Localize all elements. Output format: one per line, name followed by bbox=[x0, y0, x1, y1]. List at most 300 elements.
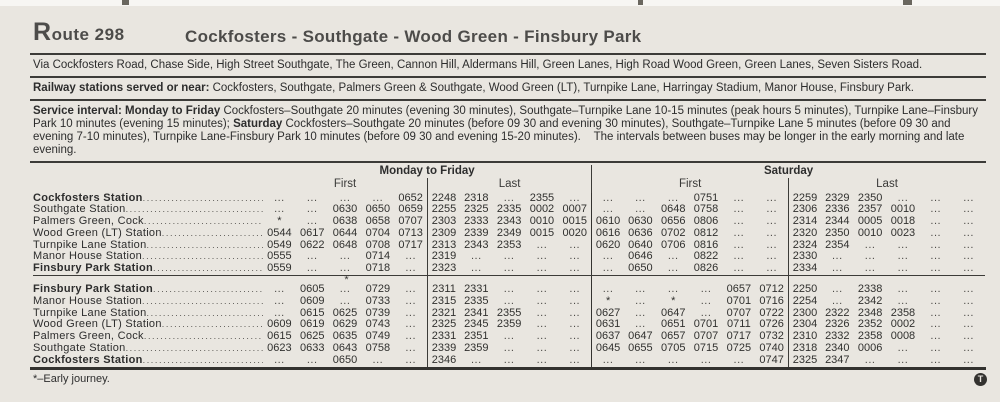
empty-time-cell: ... bbox=[733, 215, 745, 228]
empty-time-cell: ... bbox=[963, 238, 974, 251]
empty-time-cell: ... bbox=[306, 191, 318, 204]
empty-time-cell: ... bbox=[930, 262, 942, 275]
time-cell: 0605 bbox=[299, 283, 325, 296]
empty-time-cell: ... bbox=[733, 353, 745, 366]
empty-time-cell: ... bbox=[591, 251, 624, 263]
time-cell: 0609 bbox=[299, 294, 325, 307]
time-cell: 0722 bbox=[759, 306, 784, 319]
empty-time-cell: ... bbox=[372, 353, 384, 366]
time-cell: 2351 bbox=[464, 330, 489, 343]
route-number: Route 298 bbox=[33, 18, 125, 46]
empty-time-cell: ... bbox=[733, 203, 745, 216]
time-cell: 0651 bbox=[660, 318, 686, 331]
time-cell: 0636 bbox=[628, 226, 653, 239]
station-cell bbox=[33, 228, 263, 240]
empty-time-cell: ... bbox=[930, 215, 942, 228]
time-cell: 0652 bbox=[398, 191, 423, 204]
empty-time-cell: ... bbox=[536, 330, 548, 343]
time-cell: 2310 bbox=[788, 331, 821, 343]
empty-time-cell: ... bbox=[274, 203, 285, 216]
time-cell: 0549 bbox=[267, 238, 292, 251]
dotted-leader bbox=[144, 216, 263, 228]
empty-time-cell: ... bbox=[536, 262, 548, 275]
empty-time-cell: ... bbox=[405, 262, 416, 275]
time-cell: 0704 bbox=[365, 226, 391, 239]
empty-time-cell: ... bbox=[339, 262, 351, 275]
return-block bbox=[33, 284, 985, 367]
time-cell: 2339 bbox=[464, 226, 489, 239]
time-cell: 2332 bbox=[825, 330, 850, 343]
time-cell: 0714 bbox=[365, 250, 391, 263]
empty-time-cell: ... bbox=[667, 283, 679, 296]
empty-time-cell: ... bbox=[930, 318, 942, 331]
time-cell: 0657 bbox=[726, 283, 752, 296]
time-cell: 0717 bbox=[726, 330, 752, 343]
empty-time-cell: ... bbox=[700, 353, 712, 366]
empty-time-cell: ... bbox=[700, 306, 712, 319]
empty-time-cell: ... bbox=[733, 238, 745, 251]
empty-time-cell: ... bbox=[930, 191, 942, 204]
time-cell: 2335 bbox=[464, 294, 489, 307]
empty-time-cell: ... bbox=[831, 294, 843, 307]
station-cell bbox=[33, 296, 263, 308]
header-spacer bbox=[33, 165, 263, 178]
saturday-first-header: First bbox=[591, 178, 788, 193]
time-cell: 0715 bbox=[693, 342, 719, 355]
empty-time-cell: ... bbox=[306, 203, 318, 216]
station-cell bbox=[33, 308, 263, 320]
empty-time-cell: ... bbox=[591, 263, 624, 275]
time-cell: 0658 bbox=[365, 215, 391, 228]
time-cell: 2314 bbox=[788, 216, 821, 228]
empty-time-cell: ... bbox=[930, 330, 942, 343]
time-cell: 0822 bbox=[693, 250, 719, 263]
time-cell: 0647 bbox=[660, 306, 686, 319]
empty-time-cell: ... bbox=[503, 283, 515, 296]
time-cell: 2359 bbox=[464, 342, 489, 355]
page-title: Cockfosters - Southgate - Wood Green - Finsbury Park bbox=[185, 27, 642, 46]
empty-time-cell: ... bbox=[536, 342, 548, 355]
railway-paragraph bbox=[0, 78, 1000, 99]
empty-time-cell: ... bbox=[339, 191, 351, 204]
empty-time-cell: ... bbox=[963, 262, 974, 275]
time-cell: 0647 bbox=[628, 330, 653, 343]
time-cell: 0743 bbox=[365, 318, 391, 331]
empty-time-cell: ... bbox=[766, 262, 777, 275]
time-cell: 2345 bbox=[464, 318, 489, 331]
table-header-firstlast bbox=[33, 178, 985, 193]
dotted-leader bbox=[147, 308, 263, 320]
dotted-leader bbox=[126, 204, 263, 216]
station-name: Turnpike Lane Station bbox=[33, 307, 147, 319]
empty-time-cell: ... bbox=[503, 191, 515, 204]
empty-time-cell: ... bbox=[864, 353, 876, 366]
empty-time-cell: ... bbox=[569, 318, 581, 331]
table-row bbox=[33, 296, 985, 308]
time-cell: 0705 bbox=[660, 342, 686, 355]
time-cell: 0615 bbox=[267, 330, 292, 343]
time-cell: 0015 bbox=[529, 226, 555, 239]
station-name: Southgate Station bbox=[33, 204, 126, 216]
empty-time-cell: ... bbox=[591, 193, 624, 205]
table-header-days bbox=[33, 165, 985, 178]
empty-time-cell: ... bbox=[963, 215, 974, 228]
empty-time-cell: ... bbox=[667, 191, 679, 204]
block-separator bbox=[33, 274, 985, 287]
time-cell: 2331 bbox=[427, 331, 460, 343]
time-cell: 2335 bbox=[496, 203, 522, 216]
empty-time-cell: ... bbox=[963, 250, 974, 263]
empty-time-cell: ... bbox=[405, 250, 416, 263]
time-cell: 2343 bbox=[464, 238, 489, 251]
time-cell: 2353 bbox=[496, 238, 522, 251]
time-cell: 0007 bbox=[562, 203, 587, 216]
time-cell: 0655 bbox=[628, 342, 653, 355]
time-cell: 0729 bbox=[365, 283, 391, 296]
time-cell: 2315 bbox=[427, 296, 460, 308]
time-cell: 2303 bbox=[427, 216, 460, 228]
time-cell: 2322 bbox=[825, 306, 850, 319]
time-cell: 2344 bbox=[825, 215, 850, 228]
empty-time-cell: ... bbox=[405, 318, 416, 331]
empty-time-cell: ... bbox=[274, 353, 285, 366]
empty-time-cell: ... bbox=[503, 342, 515, 355]
time-cell: 0006 bbox=[857, 342, 883, 355]
empty-time-cell: ... bbox=[536, 283, 548, 296]
empty-time-cell: ... bbox=[831, 250, 843, 263]
empty-time-cell: ... bbox=[536, 306, 548, 319]
time-cell: 0718 bbox=[365, 262, 391, 275]
empty-time-cell: ... bbox=[963, 294, 974, 307]
time-cell: 2300 bbox=[788, 308, 821, 320]
footnote: *–Early journey. bbox=[33, 373, 110, 386]
empty-time-cell: ... bbox=[930, 342, 942, 355]
dotted-leader bbox=[126, 343, 263, 355]
time-cell: 0751 bbox=[693, 191, 719, 204]
time-cell: 2331 bbox=[464, 283, 489, 296]
station-cell bbox=[33, 331, 263, 343]
time-cell: 0812 bbox=[693, 226, 719, 239]
empty-time-cell: ... bbox=[864, 262, 876, 275]
empty-time-cell: ... bbox=[897, 238, 909, 251]
early-journey-asterisk: * bbox=[344, 274, 349, 287]
station-name: Finsbury Park Station bbox=[33, 284, 153, 296]
time-cell: 0020 bbox=[562, 226, 587, 239]
empty-time-cell: ... bbox=[897, 294, 909, 307]
time-cell: 0617 bbox=[299, 226, 325, 239]
dotted-leader bbox=[143, 193, 263, 205]
time-cell: 0631 bbox=[591, 319, 624, 331]
dotted-leader bbox=[162, 319, 263, 331]
empty-time-cell: ... bbox=[306, 215, 318, 228]
time-cell: 0713 bbox=[398, 226, 423, 239]
time-cell: 2352 bbox=[857, 318, 883, 331]
time-cell: 2325 bbox=[788, 355, 821, 367]
dotted-leader bbox=[153, 284, 263, 296]
empty-time-cell: ... bbox=[766, 238, 777, 251]
empty-time-cell: ... bbox=[569, 306, 581, 319]
time-cell: 2321 bbox=[427, 308, 460, 320]
page-header bbox=[0, 6, 1000, 53]
time-cell: 0706 bbox=[660, 238, 686, 251]
time-cell: 2318 bbox=[464, 191, 489, 204]
empty-time-cell: ... bbox=[831, 262, 843, 275]
station-name: Finsbury Park Station bbox=[33, 263, 153, 275]
time-cell: 2250 bbox=[788, 284, 821, 296]
empty-time-cell: ... bbox=[635, 191, 646, 204]
empty-time-cell: ... bbox=[733, 191, 745, 204]
empty-time-cell: ... bbox=[766, 203, 777, 216]
time-cell: 0707 bbox=[398, 215, 423, 228]
empty-time-cell: ... bbox=[635, 318, 646, 331]
time-cell: 2254 bbox=[788, 296, 821, 308]
scan-artifact bbox=[122, 0, 129, 5]
time-cell: 2304 bbox=[788, 319, 821, 331]
time-cell: 2359 bbox=[496, 318, 522, 331]
empty-time-cell: ... bbox=[306, 353, 318, 366]
time-slots bbox=[263, 228, 985, 240]
time-cell: 0643 bbox=[332, 342, 358, 355]
time-cell: 0747 bbox=[759, 353, 784, 366]
empty-time-cell: ... bbox=[536, 294, 548, 307]
empty-time-cell: ... bbox=[963, 283, 974, 296]
empty-time-cell: ... bbox=[405, 330, 416, 343]
time-cell: 0702 bbox=[660, 226, 686, 239]
time-cell: 2349 bbox=[496, 226, 522, 239]
empty-time-cell: ... bbox=[503, 250, 515, 263]
empty-time-cell: ... bbox=[635, 353, 646, 366]
time-cell: 0544 bbox=[267, 226, 292, 239]
time-cell: 0625 bbox=[332, 306, 358, 319]
empty-time-cell: ... bbox=[503, 294, 515, 307]
empty-time-cell: ... bbox=[569, 342, 581, 355]
time-cell: 2255 bbox=[427, 204, 460, 216]
empty-time-cell: ... bbox=[963, 342, 974, 355]
time-cell: 0726 bbox=[759, 318, 784, 331]
header-spacer bbox=[33, 178, 263, 193]
empty-time-cell: ... bbox=[733, 250, 745, 263]
empty-time-cell: ... bbox=[766, 250, 777, 263]
time-cell: 0559 bbox=[267, 262, 292, 275]
page-footer bbox=[0, 370, 1000, 386]
time-cell: 0629 bbox=[332, 318, 358, 331]
empty-time-cell: ... bbox=[930, 306, 942, 319]
via-paragraph: Via Cockfosters Road, Chase Side, High Street Southgate, The Green, Cannon Hill, Aldermans Hill, Green Lanes, High Road Wood Green, Green Lanes, Seven Sisters Road. bbox=[33, 59, 923, 71]
time-cell: 0650 bbox=[332, 353, 358, 366]
station-cell bbox=[33, 240, 263, 252]
time-cell: 0648 bbox=[332, 238, 358, 251]
time-cell: 2325 bbox=[427, 319, 460, 331]
station-cell bbox=[33, 319, 263, 331]
empty-time-cell: ... bbox=[667, 250, 679, 263]
table-row bbox=[33, 355, 985, 367]
station-cell bbox=[33, 284, 263, 296]
station-name: Southgate Station bbox=[33, 343, 126, 355]
separator-slots bbox=[263, 274, 985, 287]
time-cell: 0733 bbox=[365, 294, 391, 307]
empty-time-cell: ... bbox=[963, 353, 974, 366]
empty-time-cell: ... bbox=[569, 250, 581, 263]
time-slots bbox=[263, 355, 985, 367]
time-cell: 0627 bbox=[591, 308, 624, 320]
empty-time-cell: ... bbox=[667, 353, 679, 366]
empty-time-cell: ... bbox=[864, 250, 876, 263]
station-cell bbox=[33, 343, 263, 355]
time-cell: 0711 bbox=[727, 318, 751, 331]
weekday-last-header: Last bbox=[427, 178, 591, 193]
time-cell: 0640 bbox=[628, 238, 653, 251]
time-cell: 2346 bbox=[427, 355, 460, 367]
time-cell: 2354 bbox=[825, 238, 850, 251]
empty-time-cell: ... bbox=[569, 238, 581, 251]
time-cell: 0610 bbox=[591, 216, 624, 228]
empty-time-cell: ... bbox=[591, 204, 624, 216]
time-cell: 2350 bbox=[825, 226, 850, 239]
empty-time-cell: ... bbox=[700, 294, 712, 307]
timetable bbox=[0, 163, 1000, 367]
time-cell: 0806 bbox=[693, 215, 719, 228]
time-cell: 0758 bbox=[693, 203, 719, 216]
empty-time-cell: ... bbox=[831, 283, 843, 296]
time-cell: 2333 bbox=[464, 215, 489, 228]
station-cell bbox=[33, 263, 263, 275]
time-cell: 0707 bbox=[726, 306, 752, 319]
time-cell: 2355 bbox=[529, 191, 555, 204]
time-cell: 2324 bbox=[788, 240, 821, 252]
empty-time-cell: ... bbox=[372, 191, 384, 204]
separator-spacer bbox=[33, 276, 263, 284]
time-cell: 2339 bbox=[427, 343, 460, 355]
time-cell: 2318 bbox=[788, 343, 821, 355]
empty-time-cell: ... bbox=[470, 262, 482, 275]
station-cell bbox=[33, 193, 263, 205]
time-cell: 0645 bbox=[591, 343, 624, 355]
empty-time-cell: ... bbox=[635, 294, 646, 307]
time-cell: 0725 bbox=[726, 342, 752, 355]
time-cell: 0630 bbox=[332, 203, 358, 216]
time-cell: 0625 bbox=[299, 330, 325, 343]
time-cell: 0659 bbox=[398, 203, 423, 216]
empty-time-cell: ... bbox=[766, 226, 777, 239]
empty-time-cell: ... bbox=[897, 250, 909, 263]
time-cell: 2325 bbox=[464, 203, 489, 216]
time-cell: 0002 bbox=[529, 203, 555, 216]
time-cell: 0622 bbox=[299, 238, 325, 251]
time-cell: 2311 bbox=[427, 284, 460, 296]
time-cell: 2347 bbox=[825, 353, 850, 366]
empty-time-cell: ... bbox=[405, 294, 416, 307]
empty-time-cell: ... bbox=[274, 306, 285, 319]
empty-time-cell: ... bbox=[405, 342, 416, 355]
empty-time-cell: ... bbox=[963, 306, 974, 319]
time-cell: 2358 bbox=[890, 306, 916, 319]
time-cell: 0619 bbox=[299, 318, 325, 331]
empty-time-cell: ... bbox=[930, 203, 942, 216]
empty-time-cell: ... bbox=[569, 283, 581, 296]
station-name: Palmers Green, Cock bbox=[33, 216, 144, 228]
empty-time-cell: ... bbox=[897, 353, 909, 366]
empty-time-cell: ... bbox=[635, 283, 646, 296]
time-cell: 0650 bbox=[628, 262, 653, 275]
empty-time-cell: ... bbox=[766, 215, 777, 228]
weekday-first-header: First bbox=[333, 177, 357, 190]
time-slots bbox=[263, 343, 985, 355]
time-cell: 2334 bbox=[788, 263, 821, 275]
time-cell: 0023 bbox=[890, 226, 916, 239]
time-cell: 2358 bbox=[857, 330, 883, 343]
station-cell bbox=[33, 355, 263, 367]
weekday-header: Monday to Friday bbox=[379, 164, 475, 177]
time-cell: 2248 bbox=[427, 193, 460, 205]
service-text-segment: Cockfosters–Southgate 20 minutes (evening 30 minutes), Southgate–Turnpike Lane 10-15 minutes (peak hours 5 minutes), Turnpike Lane–Finsbury Park 10 minutes (evening 15 minutes); bbox=[33, 104, 978, 130]
timetable-page bbox=[0, 6, 1000, 386]
empty-time-cell: ... bbox=[930, 238, 942, 251]
empty-time-cell: ... bbox=[470, 250, 482, 263]
scan-artifact bbox=[903, 0, 912, 5]
empty-time-cell: ... bbox=[930, 283, 942, 296]
saturday-last-header: Last bbox=[788, 178, 985, 193]
time-cell: 2336 bbox=[825, 203, 850, 216]
empty-time-cell: ... bbox=[635, 203, 646, 216]
time-cell: 0638 bbox=[332, 215, 358, 228]
time-cell: 0010 bbox=[857, 226, 883, 239]
empty-time-cell: ... bbox=[274, 294, 285, 307]
empty-time-cell: ... bbox=[591, 355, 624, 367]
time-cell: 0739 bbox=[365, 306, 391, 319]
time-cell: 0708 bbox=[365, 238, 391, 251]
time-cell: 0010 bbox=[890, 203, 916, 216]
time-cell: 2323 bbox=[427, 263, 460, 275]
empty-time-cell: ... bbox=[405, 353, 416, 366]
time-cell: 2355 bbox=[496, 306, 522, 319]
service-text-segment: Cockfosters–Southgate 20 minutes (before 09 30 and evening 30 minutes), Southgate–Turnpike Lane 5 minutes (before 09 30 and evening 7-10 minutes), Turnpike Lane-Finsbury Park 10 minutes (before 09 30 and evening 15-20 minutes). The intervals between buses may be longer in the early morning and late evening. bbox=[33, 117, 965, 156]
time-cell: 0002 bbox=[890, 318, 916, 331]
time-cell: 0701 bbox=[726, 294, 752, 307]
empty-time-cell: ... bbox=[963, 318, 974, 331]
time-cell: 0644 bbox=[332, 226, 358, 239]
time-cell: 2348 bbox=[857, 306, 883, 319]
time-cell: 0732 bbox=[759, 330, 784, 343]
time-cell: 2259 bbox=[788, 193, 821, 205]
station-cell bbox=[33, 251, 263, 263]
time-cell: 0701 bbox=[693, 318, 719, 331]
time-cell: 0630 bbox=[628, 215, 653, 228]
scan-artifact bbox=[638, 0, 643, 5]
empty-time-cell: ... bbox=[503, 330, 515, 343]
time-cell: 2343 bbox=[496, 215, 522, 228]
station-name: Turnpike Lane Station bbox=[33, 239, 147, 251]
dotted-leader bbox=[143, 355, 263, 367]
time-cell: 2330 bbox=[788, 251, 821, 263]
time-cell: 0010 bbox=[529, 215, 555, 228]
time-cell: 0015 bbox=[562, 215, 587, 228]
empty-time-cell: ... bbox=[591, 284, 624, 296]
time-cell: 0826 bbox=[693, 262, 719, 275]
asterisk-cell: * bbox=[591, 296, 624, 308]
empty-time-cell: ... bbox=[667, 262, 679, 275]
station-name: Palmers Green, Cock bbox=[33, 331, 144, 343]
time-cell: 0609 bbox=[267, 318, 292, 331]
service-bold-segment: Saturday bbox=[233, 117, 283, 130]
time-cell: 0018 bbox=[890, 215, 916, 228]
time-cell: 0615 bbox=[299, 306, 325, 319]
empty-time-cell: ... bbox=[470, 353, 482, 366]
empty-time-cell: ... bbox=[963, 203, 974, 216]
time-cell: 0716 bbox=[759, 294, 784, 307]
table-row bbox=[33, 263, 985, 275]
station-name: Wood Green (LT) Station bbox=[33, 227, 162, 239]
time-cell: 0620 bbox=[591, 240, 624, 252]
